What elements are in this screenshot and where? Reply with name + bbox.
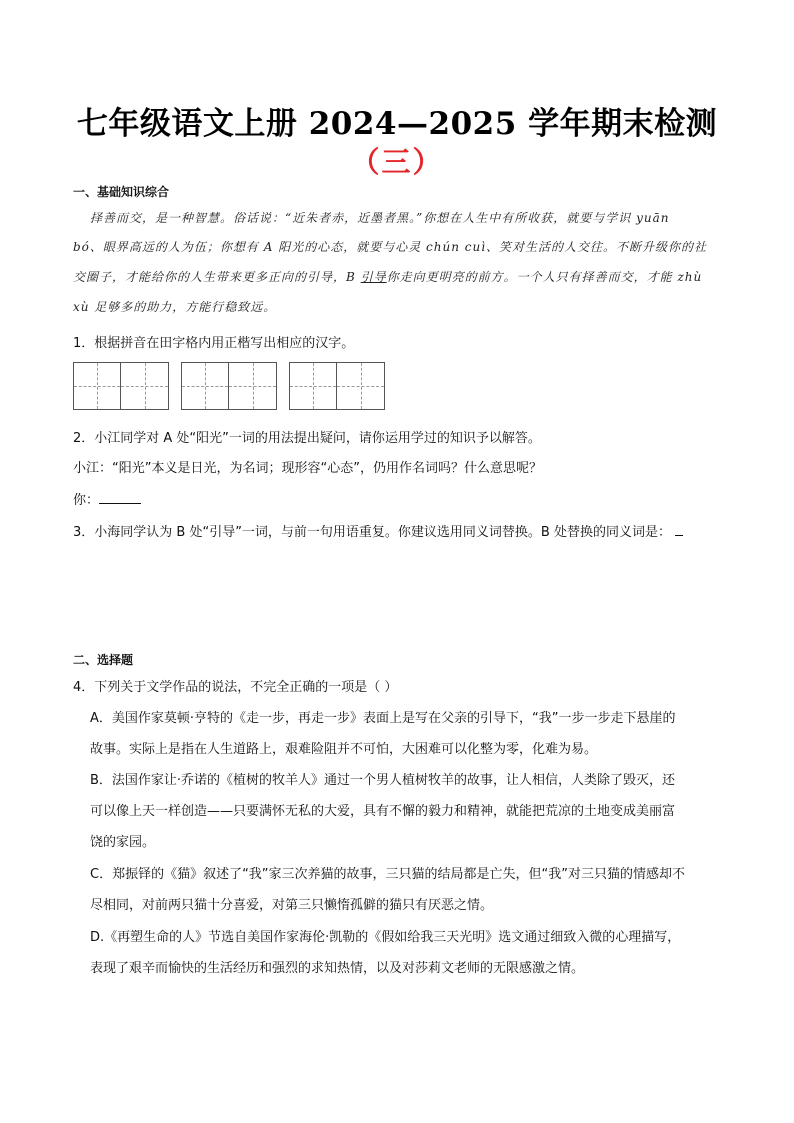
question-3: [73, 521, 683, 540]
option-a-line-2: 故事。实际上是指在人生道路上，艰难险阻并不可怕，大困难可以化整为零，化难为易。: [90, 742, 598, 757]
option-b-line-1: B．法国作家让·乔诺的《植树的牧羊人》通过一个男人植树牧羊的故事，让人相信，人类除了毁灭，还: [90, 773, 676, 788]
section-heading-basic-knowledge: 一、基础知识综合: [73, 185, 170, 199]
question-2: 2．小江同学对 A 处“阳光”一词的用法提出疑问，请你运用学过的知识予以解答。: [73, 431, 541, 446]
option-c-line-1: C．郑振铎的《猫》叙述了“我”家三次养猫的故事，三只猫的结局都是亡失，但“我”对三只猫的情感却不: [90, 867, 686, 882]
tianzige-group-3: [289, 362, 385, 411]
passage-line-4: xù 足够多的助力，方能行稳致远。: [73, 300, 277, 314]
answer-blank-3[interactable]: [675, 523, 683, 536]
tianzige-cell[interactable]: [229, 362, 277, 410]
page-title: 七年级语文上册 2024—2025 学年期末检测: [76, 106, 718, 142]
passage-line-1: 择善而交，是一种智慧。俗话说：“近朱者赤，近墨者黑。”你想在人生中有所收获，就要与学识 yuān: [90, 211, 670, 225]
tianzige-cell[interactable]: [337, 362, 385, 410]
question-1: 1．根据拼音在田字格内用正楷写出相应的汉字。: [73, 336, 355, 351]
passage-line-3-start: 交圈子，才能给你的人生带来更多正向的引导，B: [73, 270, 361, 284]
question-2-answer-line: [73, 489, 141, 508]
question-3-text: 3．小海同学认为 B 处“引导”一词，与前一句用语重复。你建议选用同义词替换。B 处替换的同义词是：: [73, 525, 671, 540]
section-heading-choice: 二、选择题: [73, 653, 134, 667]
question-4: 4．下列关于文学作品的说法，不完全正确的一项是（ ）: [73, 680, 398, 695]
option-d-line-1: D.《再塑生命的人》节选自美国作家海伦·凯勒的《假如给我三天光明》选文通过细致入微的心理描写，: [90, 930, 681, 945]
tianzige-group-1: [73, 362, 169, 411]
passage-line-3-end: 你走向更明亮的前方。一个人只有择善而交，才能 zhù: [386, 270, 703, 284]
page-subtitle: （三）: [350, 145, 444, 179]
passage-line-2: bó、眼界高远的人为伍；你想有 A 阳光的心态，就要与心灵 chún cuì、笑对生活的人交往。不断升级你的社: [73, 240, 708, 254]
passage-line-3: [73, 268, 721, 285]
answer-blank-2[interactable]: [99, 491, 141, 504]
passage-underlined-word: 引导: [360, 270, 387, 284]
tianzige-cell[interactable]: [289, 362, 337, 410]
tianzige-cell[interactable]: [121, 362, 169, 410]
option-b-line-3: 饶的家园。: [90, 835, 156, 850]
option-c-line-2: 尽相同，对前两只猫十分喜爱，对第三只懒惰孤僻的猫只有厌恶之情。: [90, 898, 494, 913]
option-d-line-2: 表现了艰辛而愉快的生活经历和强烈的求知热情，以及对莎莉文老师的无限感激之情。: [90, 961, 585, 976]
tianzige-cell[interactable]: [181, 362, 229, 410]
tianzige-cell[interactable]: [73, 362, 121, 410]
option-a-line-1: A．美国作家莫顿·亨特的《走一步，再走一步》表面上是写在父亲的引导下，“我”一步一步走下悬崖的: [90, 711, 676, 726]
question-2-xiaojiang: 小江：“阳光”本义是日光，为名词；现形容“心态”，仍用作名词吗？什么意思呢？: [73, 461, 542, 476]
tianzige-group-2: [181, 362, 277, 411]
question-2-ni-label: 你：: [73, 493, 100, 508]
option-b-line-2: 可以像上天一样创造——只要满怀无私的大爱，具有不懈的毅力和精神，就能把荒凉的土地变成美丽富: [90, 804, 676, 819]
